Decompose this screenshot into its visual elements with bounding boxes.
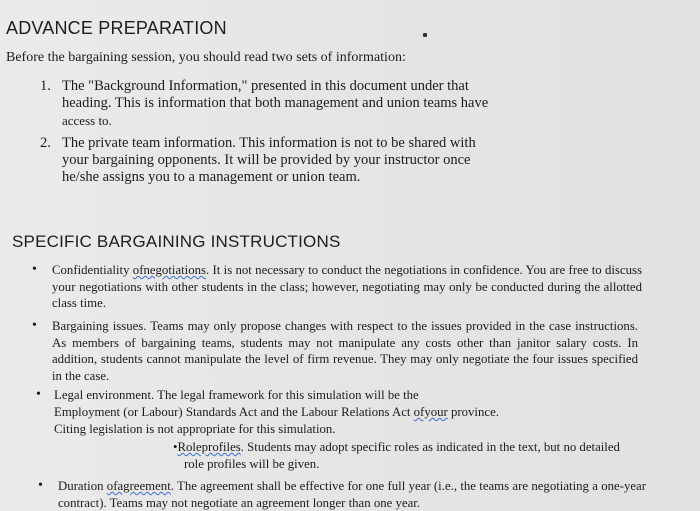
intro-text: Before the bargaining session, you should read two sets of information: — [6, 50, 406, 65]
bullet-item — [36, 387, 656, 477]
bullet-dot: • — [32, 318, 37, 333]
bullet-line: Employment (or Labour) Standards Act and the Labour Relations Act ofyour province. — [54, 405, 499, 419]
bullet-line: Legal environment. The legal framework for this simulation will be the — [54, 388, 419, 402]
list-number: 1. — [40, 78, 51, 94]
list-line: your bargaining opponents. It will be provided by your instructor once — [62, 152, 471, 168]
bullet-underlined: ofnegotiations — [132, 263, 207, 277]
sub-bullet-line: •Roleprofiles. Students may adopt specific roles as indicated in the text, but no detailed — [173, 440, 620, 454]
sub-bullet-dot: • — [173, 440, 178, 454]
bullet-dot: • — [36, 387, 41, 402]
list-line: The private team information. This information is not to be shared with — [62, 135, 476, 151]
list-line: The "Background Information," presented in this document under that — [62, 78, 469, 94]
bullet-dot: • — [38, 478, 43, 493]
bullet-underlined: Roleprofiles — [177, 440, 241, 454]
bullet-text: . The agreement shall be effective for one full year (i.e., the teams are negotiating a one-year contract). Teams may not negotiate an agreement longer than one year. — [58, 479, 646, 510]
bullet-label: Duration — [58, 479, 107, 493]
list-line: heading. This is information that both management and union teams have — [62, 95, 489, 111]
list-number: 2. — [40, 135, 51, 151]
bullet-text: . It is not necessary to conduct the negotiations in confidence. You are free to discuss your negotiations with other students in the class; however, negotiating may only be conducted during the allotted class time. — [52, 263, 642, 310]
bullet-dot: • — [32, 262, 37, 277]
bullet-underlined: ofyour — [413, 405, 448, 419]
stray-mark — [423, 33, 427, 37]
list-line: access to. — [62, 113, 112, 128]
bullet-label: Confidentiality — [52, 263, 133, 277]
bullet-underlined: ofagreement — [106, 479, 171, 493]
list-line: he/she assigns you to a management or union team. — [62, 169, 361, 185]
advance-preparation-heading: ADVANCE PREPARATION — [6, 18, 227, 38]
specific-instructions-heading: SPECIFIC BARGAINING INSTRUCTIONS — [12, 232, 341, 251]
sub-bullet-line: role profiles will be given. — [184, 457, 320, 471]
bullet-line: Citing legislation is not appropriate for this simulation. — [54, 422, 336, 436]
bullet-text: Bargaining issues. Teams may only propose changes with respect to the issues provided in the case instructions. As members of bargaining teams, students may not manipulate any costs other than janitor salary costs. In addition, students cannot manipulate the level of firm revenue. They may only negotiate the four issues specified in the case. — [52, 319, 638, 383]
